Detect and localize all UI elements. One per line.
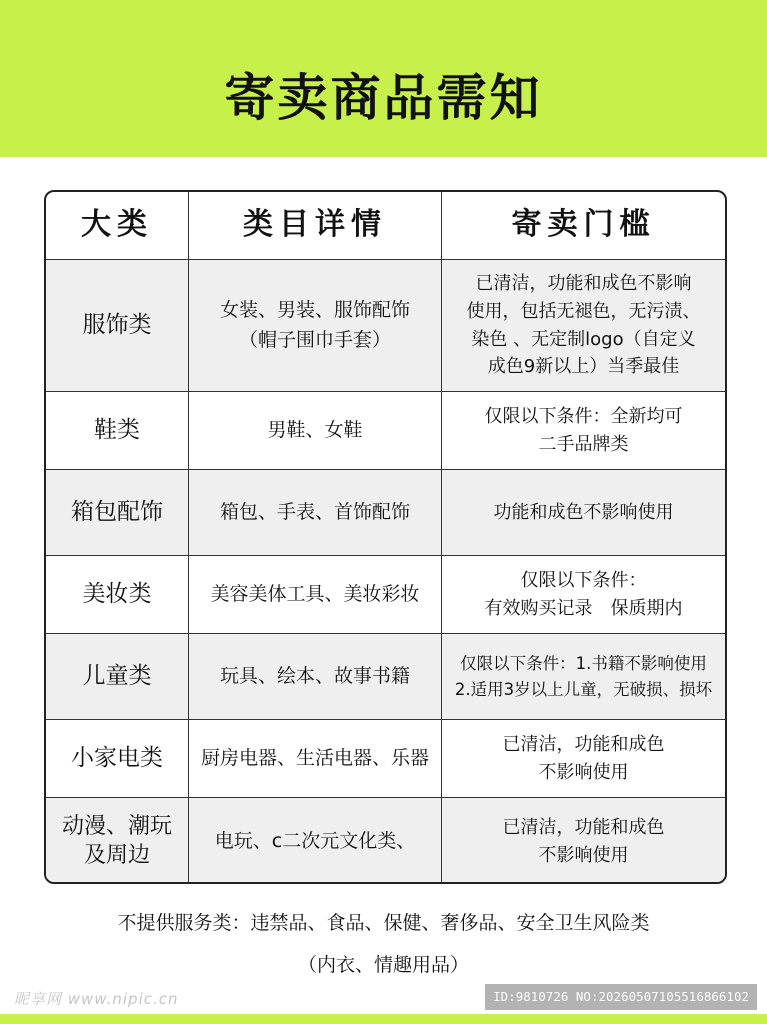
threshold-cell: 已清洁，功能和成色不影响 使用，包括无褪色，无污渍、 染色 、无定制logo（自定义 成色9新以上）当季最佳 (466, 272, 701, 378)
details-cell: 厨房电器、生活电器、乐器 (189, 720, 442, 797)
table-row (46, 798, 725, 884)
column-header-threshold: 寄卖门槛 (511, 207, 656, 243)
table-header-row (46, 192, 725, 260)
table-row (46, 556, 725, 634)
category-cell: 箱包配饰 (46, 470, 189, 555)
threshold-cell: 已清洁，功能和成色 不影响使用 (502, 817, 665, 866)
excluded-services-subnote: （内衣、情趣用品） (297, 954, 469, 976)
category-cell: 服饰类 (46, 260, 189, 391)
table-row (46, 634, 725, 720)
details-cell: 美容美体工具、美妆彩妆 (189, 556, 442, 633)
details-cell: 女装、男装、服饰配饰 （帽子围巾手套） (189, 260, 442, 391)
category-cell: 儿童类 (46, 634, 189, 719)
column-header-details: 类目详情 (189, 192, 442, 259)
category-cell: 小家电类 (46, 720, 189, 797)
category-cell: 美妆类 (46, 556, 189, 633)
footer-band (0, 1014, 767, 1024)
threshold-cell: 功能和成色不影响使用 (493, 501, 674, 523)
table-row (46, 392, 725, 470)
threshold-cell: 仅限以下条件： 有效购买记录 保质期内 (484, 569, 683, 619)
consignment-table (44, 190, 727, 884)
threshold-cell: 仅限以下条件：全新均可 二手品牌类 (484, 405, 683, 455)
threshold-cell: 仅限以下条件：1.书籍不影响使用 2.适用3岁以上儿童，无破损、损坏 (454, 653, 713, 699)
image-id-watermark: ID:9810726 NO:20260507105516866102 (485, 984, 757, 1010)
category-cell: 动漫、潮玩 及周边 (46, 798, 189, 884)
details-cell: 男鞋、女鞋 (189, 392, 442, 469)
details-cell: 箱包、手表、首饰配饰 (189, 470, 442, 555)
table-row (46, 470, 725, 556)
page-title: 寄卖商品需知 (224, 69, 543, 127)
category-cell: 鞋类 (46, 392, 189, 469)
table-row (46, 720, 725, 798)
threshold-cell: 已清洁，功能和成色 不影响使用 (502, 733, 665, 783)
details-cell: 玩具、绘本、故事书籍 (189, 634, 442, 719)
details-cell: 电玩、c二次元文化类、 (189, 798, 442, 884)
site-watermark: 昵享网 www.nipic.cn (14, 990, 179, 1008)
excluded-services-note: 不提供服务类：违禁品、食品、保健、奢侈品、安全卫生风险类 (117, 912, 650, 934)
table-row (46, 260, 725, 392)
column-header-category: 大类 (46, 192, 189, 259)
